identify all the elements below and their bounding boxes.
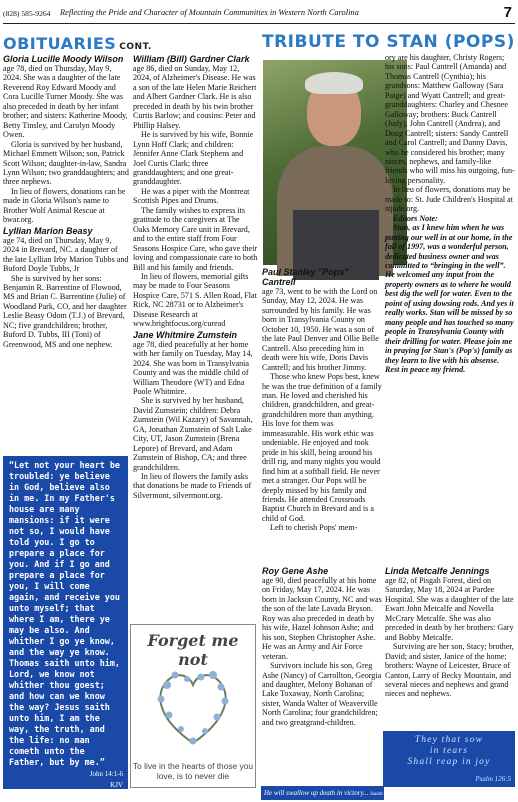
psalm-reference: Psalm 126:5 — [475, 775, 511, 783]
obit-paragraph: age 78, died peacefully at her home with her family on Tuesday, May 14, 2024. She was born in Transylvania County and was the middle child of William Theodore (WT) and Edna Poole Whitmire. — [133, 339, 253, 396]
obit-paragraph: Survivors include his son, Greg Ashe (Nancy) of Carrollton, Georgia and daughter, Melony Bohanan of Lake Toxaway, North Carolina; sister, Wanda Walter of Weaverville North Carolina; four grandchildren; and two greatgrand-children. — [262, 661, 382, 727]
scripture-reference: John 14:1-6 — [89, 770, 123, 778]
obit-paragraph: In lieu of flowers, donations may be made to: St. Jude Children's Hospital at stjude.org. — [385, 185, 514, 214]
obit-name: Roy Gene Ashe — [262, 566, 329, 576]
obit-paragraph: age 74, died on Thursday, May 9, 2024 in Brevard, NC. a daughter of the late Lyllian Irby Marion Tubbs and Buford Doyle Tubbs, Jr — [3, 235, 129, 274]
obit-paragraph: He was a piper with the Montreat Scottish Pipes and Drums. — [133, 186, 250, 206]
obit-column-3b — [262, 565, 382, 785]
isaiah-text: He will swallow up death in victory... — [264, 789, 369, 797]
obit-column-4b — [385, 565, 515, 730]
scripture-box — [3, 456, 128, 789]
page-number: 7 — [503, 4, 512, 21]
tribute-heading: TRIBUTE TO STAN (POPS) — [262, 32, 515, 52]
psalm-line-1: They that sow — [414, 735, 484, 745]
isaiah-reference: Isaiah 25:8 — [370, 792, 394, 797]
obit-column-1 — [3, 53, 129, 455]
page-header — [0, 0, 518, 26]
forget-me-not-caption: To live in the hearts of those you love, is to never die — [132, 761, 254, 781]
obit-paragraph: Those who knew Pops best, knew he was the true definition of a family man. He loved and cherished his children, grandchildren, and great-grandchildren more than anything. His love for them was immeasurable. His work ethic was undeniable. He enjoyed and took pride in his skill, being around his drill rig, and many nights you would find him at a softball field. He never met a stranger. Our Pops will be deeply missed by his family and friends. He attended Crossroads Baptist Church in Brevard and is a child of God. — [262, 372, 382, 523]
obit-paragraph: Gloria is survived by her husband, Michael Emmett Wilson; son, Patrick Scott Wilson; daughter-in-law, Sandra Lynn Wilson; two granddaughters; and three nephews. — [3, 139, 129, 187]
obit-paragraph: age 78, died on Thursday, May 9, 2024. She was a daughter of the late Reverend Roy Edward Moody and Cora Lucille Turner Moody. She was also preceded in death by her infant brother; and sisters: Katherine Moody, Betty Tinsley, and Carolyn Moody Owen. — [3, 64, 128, 140]
obit-paragraph: Surviving are her son, Stacy; brother, David; and sister, Janice of the home; brothers: Wayne of Leicester, Bruce of Canton, Larry of Becky Mountain, and several nieces and nephews and grand nieces and nephews. — [385, 642, 514, 699]
header-tagline: Reflecting the Pride and Character of Mountain Communities in Western North Carolina — [60, 8, 359, 17]
obit-name: Paul Stanley "Pops" Cantrell — [262, 267, 349, 287]
obit-name: Jane Whitmire Zumstein — [133, 329, 238, 340]
obituaries-title: OBITUARIES — [3, 34, 117, 53]
obit-paragraph: age 82, of Pisgah Forest, died on Saturday, May 18, 2024 at Pardee Hospital. She was a daughter of the late Ewart John Metcalfe and Novella McCrary Metcalfe. She was also preceded in death by her brothers: Gary and Bobby Metcalfe. — [385, 576, 514, 642]
obit-paragraph: In lieu of flowers, donations can be made in Gloria Wilson's name to Brother Wolf Animal Rescue at bwar.org. — [3, 186, 126, 225]
obit-paragraph: age 73, went to be with the Lord on Sunday, May 12, 2024. He was surrounded by his family. He was born in Transylvania County on October 10, 1950. He was a son of the late Paul Denver and Ollie Belle Cantrell. Also preceding him in death were his wife, Doris Davis Cantrell; and his brother Jimmy. — [262, 287, 379, 372]
photo-hair — [305, 72, 363, 94]
obit-column-3 — [262, 266, 382, 564]
obit-paragraph: age 86, died on Sunday, May 12, 2024, of Alzheimer's Disease. He was a son of the late Helen Marie Reichert and Albert Gardner Clark. He is also preceded in death by his twin brother Curtis Barlow; and cousins: Peter and Phillip Halsey. — [133, 64, 257, 130]
obit-paragraph: ory are his daughter, Christy Rogers; his sons: Paul Cantrell (Amanda) and Thomas Cantrell (Cynthia); his grandsons: Matthew Galloway (Sara Paige) and Wyatt Cantrell; and great-granddaughters: Charley and Chesnee Galloway; brothers: Buck Cantrell (Judy), John Cantrell (Andrea), and Doug Cantrell; sisters: Sandy Cantrell and Carol Cantrell; and Danny Davis, who he considered his brother; many nieces, nephews, and family-like friends who will miss his outgoing, fun-loving personality. — [385, 53, 515, 185]
obit-paragraph: The family wishes to express its gratitude to the caregivers at The Oaks Memory Care unit in Brevard, and to the entire staff from Four Seasons Hospice Care, who gave their loving and compassionate care to both Bill and his family and friends. — [133, 205, 258, 272]
isaiah-banner — [261, 786, 394, 800]
obit-name: William (Bill) Gardner Clark — [133, 54, 250, 64]
obit-paragraph: In lieu of flowers the family asks that donations be made to Friends of Silvermont, silvermont.org. — [133, 472, 252, 500]
obit-paragraph: She is survived by her husband, David Zumstein; children: Debra Zumstein (Wil Kazary) of Savannah, GA, Jonathan Zumstein of Salt Lake City, UT, Jason Zumstein (Brena Lepore) of Brevard, and Adam Zumstein of Bishop, CA; and three grandchildren. — [133, 396, 253, 472]
header-rule — [3, 23, 515, 24]
forget-me-not-graphic — [130, 624, 256, 788]
obit-paragraph: In lieu of flowers, memorial gifts may be made to Four Seasons Hospice Care, 571 S. Allen Road, Flat Rick, NC 28731 or to Alzheimer's Disease Research at www.brightfocus.org/curead — [133, 271, 257, 329]
obit-name: Gloria Lucille Moody Wilson — [3, 54, 124, 64]
obit-column-2 — [133, 53, 258, 621]
obit-paragraph: She is survived by her sons: Benjamin R. Barrentine of Flowood, MS and Brian C. Barrentine (Julie) of Woodland Park, CO, and her daughter Leslie Beasy Odom (T.J.) of Brevard, NC; five grandchildren; brother, Buford D. Tubbs, III (Toni) of Greenwood, MS and one nephew. — [3, 273, 127, 349]
obit-name: Lyllian Marion Beasy — [3, 225, 93, 236]
obit-paragraph: Left to cherish Pops' mem- — [270, 523, 358, 533]
psalm-banner — [383, 731, 515, 787]
psalm-line-3: Shall reap in joy — [407, 757, 491, 767]
scripture-version: KJV — [110, 781, 123, 789]
scripture-text: “Let not your heart be troubled: ye believe in God, believe also in me. In my Father's house are many mansions: if it were not so, I would have told you. I go to prepare a place for you. And if I go and prepare a place for you, I will come again, and receive you unto myself; that where I am, there ye may be also. And whither I go ye know, and the way ye know. Thomas saith unto him, Lord, we know not whither thou goest; and how can we know the way? Jesus saith unto him, I am the way, the truth, and the life: no man cometh unto the Father, but by me.” — [9, 460, 120, 767]
phone-number: (828) 585-9264 — [3, 9, 51, 18]
psalm-line-2: in tears — [429, 746, 469, 756]
forget-me-not-title: Forget me not — [147, 631, 239, 669]
editors-note: Stan, as I knew him when he was putting our well in at our home, in the fall of 1997, was a wonderful person, dedicated business owner and was committed to “bringing in the well”. He welcomed any input from the property owners as to where he would best dig the well for water. Even to the point of using dowsing rods. And yes it really works. Stan will be missed by so many people and has touched so many people in Transylvania County with their drilling for water. Please join me in praying for Stan's (Pop's) family as they learn to live with his absense. Rest in peace my friend. — [385, 223, 514, 374]
obituaries-heading — [3, 34, 152, 53]
editors-note-label: Editors Note: — [393, 213, 438, 223]
obit-column-4 — [385, 53, 515, 563]
obit-name: Linda Metcalfe Jennings — [385, 566, 490, 576]
obit-paragraph: He is survived by his wife, Bonnie Lynn Hoff Clark; and children: Jennifer Anne Clark Stephens and Joel Curtis Clark; three granddaughters; and one great-granddaughter. — [133, 130, 254, 187]
continued-label: CONT. — [119, 42, 152, 52]
obit-paragraph: age 90, died peacefully at his home on Friday, May 17, 2024. He was born in Jackson County, NC and was the son of the late Lavada Bryson. Roy was also preceded in death by his wife, Hazel Johnson Ashe; and his son, Stephen Christopher Ashe. He was an Army and Air Force veteran. — [262, 576, 382, 661]
